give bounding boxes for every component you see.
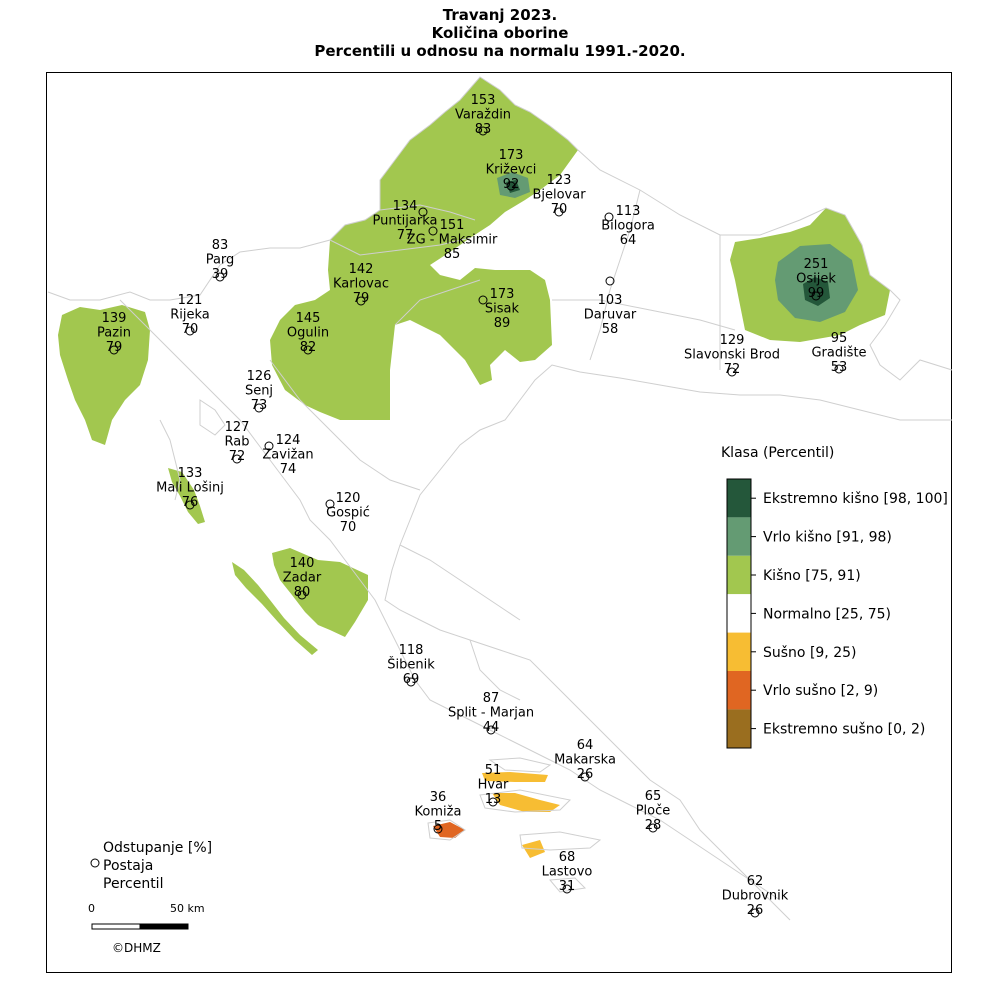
station-name: Ploče	[635, 803, 671, 819]
station-name: Lastovo	[541, 864, 593, 880]
legend-label-6: Ekstremno sušno [0, 2)	[763, 721, 926, 738]
legend-label-0: Ekstremno kišno [98, 100]	[763, 491, 948, 508]
station-name: Split - Marjan	[447, 705, 535, 721]
station-percentile: 5	[433, 819, 443, 834]
legend-label-3: Normalno [25, 75)	[763, 606, 891, 623]
station-gospić[interactable]	[326, 491, 370, 535]
scale-bar-start-label: 0	[88, 902, 95, 915]
legend-swatch-3	[727, 594, 751, 632]
station-name: Karlovac	[333, 276, 389, 292]
legend-swatch-5	[727, 671, 751, 709]
station-percentile: 79	[352, 291, 370, 306]
legend-swatch-0	[727, 479, 751, 517]
station-deviation: 95	[830, 331, 848, 346]
station-deviation: 87	[482, 691, 500, 706]
station-percentile: 92	[502, 177, 520, 192]
legend-label-5: Vrlo sušno [2, 9)	[763, 683, 879, 700]
station-deviation: 151	[439, 218, 465, 233]
key-deviation-label: Odstupanje [%]	[103, 840, 213, 856]
station-name: Sisak	[484, 301, 520, 317]
station-name: Zavižan	[262, 447, 314, 463]
station-deviation: 133	[177, 466, 203, 481]
station-percentile: 77	[396, 228, 414, 243]
station-mali-lošinj[interactable]	[156, 466, 224, 510]
station-name: Puntijarka	[372, 213, 438, 229]
station-percentile: 70	[339, 520, 357, 535]
station-percentile: 39	[211, 267, 229, 282]
station-name: Bjelovar	[532, 187, 586, 203]
station-name: Senj	[244, 383, 274, 399]
legend-label-1: Vrlo kišno [91, 98)	[763, 529, 892, 546]
southern-border-line	[385, 365, 952, 920]
station-percentile: 13	[484, 792, 502, 807]
station-name: Pazin	[97, 325, 131, 341]
scale-bar	[88, 902, 205, 929]
station-deviation: 36	[429, 790, 447, 805]
station-deviation: 126	[246, 369, 272, 384]
copyright: ©DHMZ	[112, 941, 161, 955]
station-name: Šibenik	[387, 657, 435, 673]
station-deviation: 134	[392, 199, 418, 214]
station-makarska[interactable]	[554, 738, 616, 782]
station-deviation: 129	[719, 333, 745, 348]
station-percentile: 69	[402, 672, 420, 687]
station-senj[interactable]	[245, 369, 273, 413]
station-name: Gospić	[326, 505, 370, 521]
station-deviation: 121	[177, 293, 203, 308]
key-percentile-label: Percentil	[103, 876, 164, 892]
station-šibenik[interactable]	[387, 643, 435, 687]
county-border-4	[552, 300, 735, 330]
station-percentile: 73	[250, 398, 268, 413]
station-deviation: 140	[289, 556, 315, 571]
station-name: Mali Lošinj	[156, 480, 224, 496]
station-deviation: 120	[335, 491, 361, 506]
station-percentile: 89	[493, 316, 511, 331]
station-percentile: 72	[723, 362, 741, 377]
station-name: Hvar	[477, 777, 509, 793]
station-percentile: 26	[746, 903, 764, 918]
station-name: Križevci	[485, 162, 537, 178]
station-percentile: 31	[558, 879, 576, 894]
station-percentile: 79	[105, 340, 123, 355]
station-percentile: 70	[550, 202, 568, 217]
station-name: Daruvar	[583, 307, 637, 323]
station-name: Bilogora	[601, 218, 655, 234]
station-deviation: 251	[803, 257, 829, 272]
island-krk-outline	[200, 400, 225, 435]
station-deviation: 65	[644, 789, 662, 804]
station-percentile: 70	[181, 322, 199, 337]
map-title-line-2: Količina oborine	[431, 24, 569, 42]
station-deviation: 123	[546, 173, 572, 188]
legend-swatch-4	[727, 633, 751, 671]
county-border-6	[400, 545, 520, 620]
station-percentile: 99	[807, 286, 825, 301]
key-station-label: Postaja	[103, 858, 154, 874]
legend-title: Klasa (Percentil)	[721, 445, 835, 461]
station-slavonski-brod[interactable]	[684, 333, 780, 377]
station-zavižan[interactable]	[262, 433, 313, 477]
legend-label-4: Sušno [9, 25)	[763, 644, 857, 661]
station-name: Slavonski Brod	[684, 347, 780, 363]
station-bilogora[interactable]	[601, 204, 655, 248]
station-deviation: 142	[348, 262, 374, 277]
station-percentile: 44	[482, 720, 500, 735]
legend-label-2: Kišno [75, 91)	[763, 568, 861, 584]
map-title-line-3: Percentili u odnosu na normalu 1991.-2020.	[314, 42, 686, 60]
station-deviation: 103	[597, 293, 623, 308]
station-split-marjan[interactable]	[448, 691, 534, 735]
station-name: Dubrovnik	[721, 888, 789, 904]
station-percentile: 83	[474, 122, 492, 137]
legend-swatch-6	[727, 709, 751, 747]
station-percentile: 58	[601, 322, 619, 337]
station-name: Zadar	[282, 570, 322, 586]
station-deviation: 139	[101, 311, 127, 326]
station-percentile: 64	[619, 233, 637, 248]
legend-swatches	[727, 479, 948, 748]
scale-bar-white-segment	[92, 924, 140, 929]
scale-bar-black-segment	[140, 924, 188, 929]
station-deviation: 124	[275, 433, 301, 448]
station-name: Varaždin	[454, 107, 512, 123]
station-ploče[interactable]	[636, 789, 671, 833]
station-percentile: 82	[299, 340, 317, 355]
key-station-marker	[91, 859, 99, 867]
station-deviation: 83	[211, 238, 229, 253]
station-name: ZG - Maksimir	[406, 232, 498, 248]
station-name: Gradište	[811, 345, 867, 361]
station-parg[interactable]	[206, 238, 235, 282]
station-percentile: 76	[181, 495, 199, 510]
station-percentile: 74	[279, 462, 297, 477]
legend	[721, 445, 948, 748]
station-name: Ogulin	[286, 325, 330, 341]
station-percentile: 53	[830, 360, 848, 375]
station-percentile: 80	[293, 585, 311, 600]
station-name: Makarska	[554, 752, 616, 768]
station-deviation: 145	[295, 311, 321, 326]
station-name: Parg	[205, 252, 235, 268]
station-deviation: 118	[398, 643, 424, 658]
station-key	[91, 840, 212, 892]
legend-swatch-2	[727, 556, 751, 594]
station-deviation: 153	[470, 93, 496, 108]
station-deviation: 127	[224, 420, 250, 435]
station-deviation: 64	[576, 738, 594, 753]
station-name: Rab	[224, 434, 250, 450]
station-rab[interactable]	[225, 420, 250, 464]
station-deviation: 62	[746, 874, 764, 889]
station-deviation: 173	[498, 148, 524, 163]
station-daruvar[interactable]	[584, 277, 637, 337]
legend-swatch-1	[727, 517, 751, 555]
map-title-line-1: Travanj 2023.	[442, 6, 558, 24]
station-percentile: 28	[644, 818, 662, 833]
station-deviation: 68	[558, 850, 576, 865]
station-dubrovnik[interactable]	[722, 874, 789, 918]
station-deviation: 51	[484, 763, 502, 778]
station-percentile: 72	[228, 449, 246, 464]
station-percentile: 26	[576, 767, 594, 782]
station-name: Komiža	[414, 804, 462, 820]
station-rijeka[interactable]	[170, 293, 210, 337]
station-name: Rijeka	[170, 307, 210, 323]
station-name: Osijek	[796, 271, 836, 287]
station-deviation: 113	[615, 204, 641, 219]
station-percentile: 85	[443, 247, 461, 262]
scale-bar-end-label: 50 km	[170, 902, 205, 915]
station-deviation: 173	[489, 287, 515, 302]
northern-wet-area	[270, 77, 578, 420]
